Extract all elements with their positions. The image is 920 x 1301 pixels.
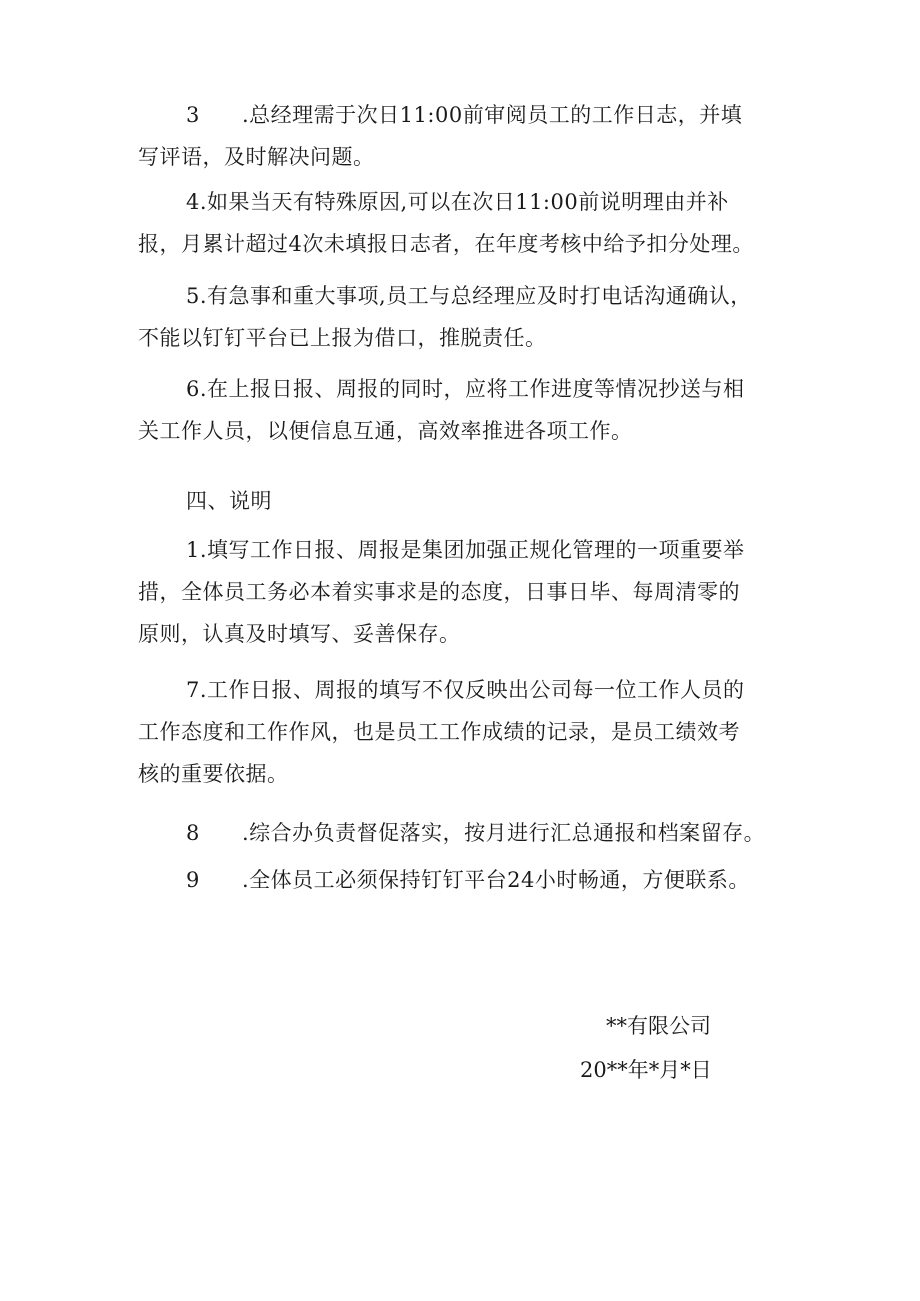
- paragraph-line: 4.如果当天有特殊原因,可以在次日11:00前说明理由并补: [186, 190, 729, 214]
- paragraph-line: 1.填写工作日报、周报是集团加强正规化管理的一项重要举: [186, 538, 745, 562]
- paragraph-line: .总经理需于次日11:00前审阅员工的工作日志，并填: [242, 103, 743, 127]
- paragraph-line: .综合办负责督促落实，按月进行汇总通报和档案留存。: [242, 821, 766, 845]
- paragraph-line: 措，全体员工务必本着实事求是的态度，日事日毕、每周清零的: [138, 580, 740, 604]
- company-name: **有限公司: [606, 1014, 711, 1038]
- paragraph-line: 5.有急事和重大事项,员工与总经理应及时打电话沟通确认，: [186, 284, 752, 308]
- paragraph-line: 核的重要依据。: [138, 762, 289, 786]
- paragraph-line: 报，月累计超过4次未填报日志者，在年度考核中给予扣分处理。: [138, 232, 754, 256]
- paragraph-line: 关工作人员，以便信息互通，高效率推进各项工作。: [138, 419, 633, 443]
- section-heading: 四、说明: [186, 489, 272, 513]
- paragraph-note-8: [138, 812, 798, 854]
- paragraph-note-7: [138, 669, 798, 795]
- paragraph-line: 不能以钉钉平台已上报为借口，推脱责任。: [138, 326, 547, 350]
- paragraph-item-5: [138, 275, 798, 359]
- paragraph-note-9: [138, 859, 798, 901]
- paragraph-item-4: [138, 181, 798, 265]
- paragraph-item-3: [138, 94, 798, 178]
- item-number: 9: [186, 868, 200, 892]
- paragraph-line: 原则，认真及时填写、妥善保存。: [138, 622, 461, 646]
- signature-date: 20**年*月*日: [580, 1058, 712, 1082]
- item-number: 3: [186, 103, 200, 127]
- item-number: 8: [186, 821, 200, 845]
- paragraph-note-1: [138, 529, 798, 655]
- paragraph-line: 6.在上报日报、周报的同时，应将工作进度等情况抄送与相: [186, 377, 745, 401]
- paragraph-item-6: [138, 368, 798, 452]
- paragraph-line: 写评语，及时解决问题。: [138, 145, 375, 169]
- paragraph-line: 7.工作日报、周报的填写不仅反映出公司每一位工作人员的: [186, 678, 745, 702]
- paragraph-line: 工作态度和工作作风，也是员工工作成绩的记录，是员工绩效考: [138, 720, 740, 744]
- paragraph-line: .全体员工必须保持钉钉平台24小时畅通，方便联系。: [242, 868, 750, 892]
